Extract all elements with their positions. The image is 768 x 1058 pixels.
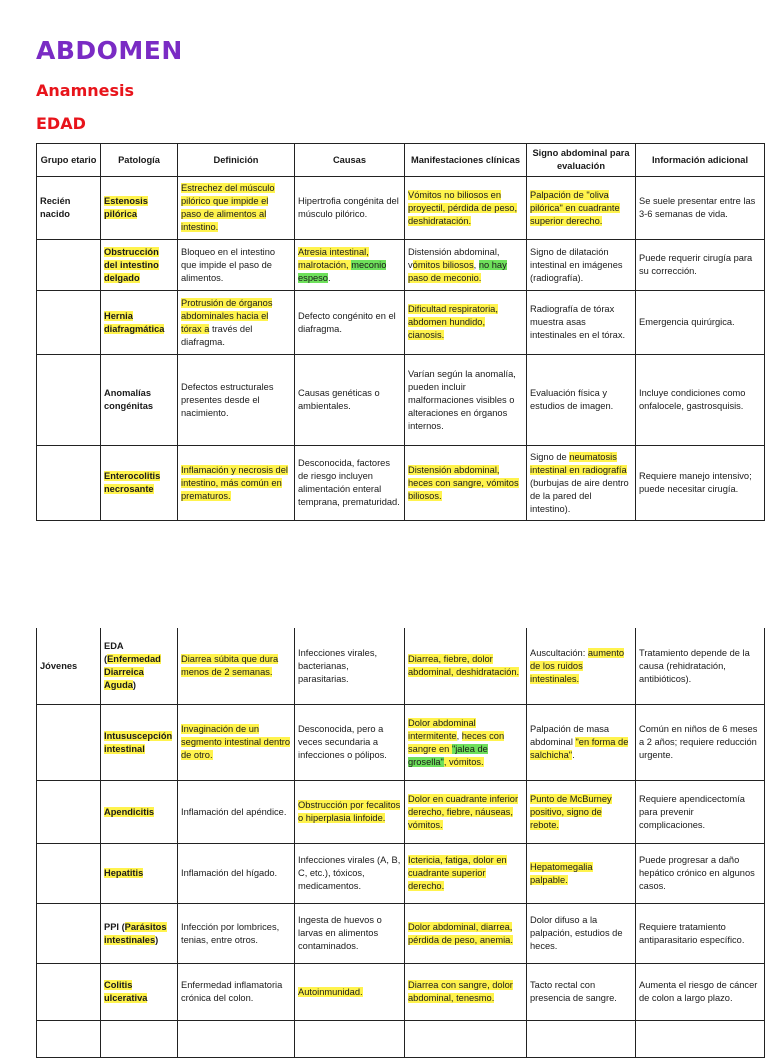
definition-cell: Invaginación de un segmento intestinal dentro de otro. <box>178 705 295 781</box>
definition-cell: Enfermedad inflamatoria crónica del colon. <box>178 964 295 1021</box>
manifestations-cell: Dificultad respiratoria, abdomen hundido, cianosis. <box>405 291 527 355</box>
info-cell: Tratamiento depende de la causa (rehidratación, antibióticos). <box>636 628 765 705</box>
definition-cell: Inflamación del hígado. <box>178 844 295 904</box>
definition-cell: Diarrea súbita que dura menos de 2 semanas. <box>178 628 295 705</box>
table-row <box>37 240 765 291</box>
pathology-cell: PPI (Parásitos intestinales) <box>101 904 178 964</box>
manifestations-cell: Diarrea, fiebre, dolor abdominal, deshidratación. <box>405 628 527 705</box>
group-cell <box>37 1021 101 1058</box>
sign-cell <box>527 1021 636 1058</box>
header-info: Información adicional <box>636 144 765 177</box>
definition-cell: Defectos estructurales presentes desde el nacimiento. <box>178 355 295 446</box>
sign-cell: Palpación de masa abdominal "en forma de salchicha". <box>527 705 636 781</box>
group-cell <box>37 844 101 904</box>
causes-cell: Causas genéticas o ambientales. <box>295 355 405 446</box>
sign-cell: Signo de neumatosis intestinal en radiografía (burbujas de aire dentro de la pared del intestino). <box>527 446 636 521</box>
sign-cell: Signo de dilatación intestinal en imágenes (radiografía). <box>527 240 636 291</box>
table-newborn <box>36 143 765 521</box>
table-row <box>37 844 765 904</box>
causes-cell: Hipertrofia congénita del músculo pilórico. <box>295 177 405 240</box>
table-row <box>37 628 765 705</box>
definition-cell: Bloqueo en el intestino que impide el paso de alimentos. <box>178 240 295 291</box>
group-cell <box>37 964 101 1021</box>
group-cell: Recién nacido <box>37 177 101 240</box>
pathology-cell: Hernia diafragmática <box>101 291 178 355</box>
causes-cell <box>295 1021 405 1058</box>
definition-cell <box>178 1021 295 1058</box>
table-header-row <box>37 144 765 177</box>
manifestations-cell: Varían según la anomalía, pueden incluir malformaciones visibles o alteraciones en órganos internos. <box>405 355 527 446</box>
pathology-cell: Anomalías congénitas <box>101 355 178 446</box>
causes-cell: Infecciones virales, bacterianas, parasitarias. <box>295 628 405 705</box>
manifestations-cell: Dolor abdominal, diarrea, pérdida de peso, anemia. <box>405 904 527 964</box>
info-cell: Emergencia quirúrgica. <box>636 291 765 355</box>
group-cell <box>37 705 101 781</box>
sign-cell: Hepatomegalia palpable. <box>527 844 636 904</box>
manifestations-cell: Ictericia, fatiga, dolor en cuadrante superior derecho. <box>405 844 527 904</box>
sign-cell: Punto de McBurney positivo, signo de rebote. <box>527 781 636 844</box>
table-row <box>37 705 765 781</box>
table-row <box>37 177 765 240</box>
manifestations-cell: Dolor abdominal intermitente, heces con sangre en "jalea de grosella", vómitos. <box>405 705 527 781</box>
sign-cell: Tacto rectal con presencia de sangre. <box>527 964 636 1021</box>
group-cell <box>37 781 101 844</box>
info-cell: Común en niños de 6 meses a 2 años; requiere reducción urgente. <box>636 705 765 781</box>
pathology-cell: Hepatitis <box>101 844 178 904</box>
info-cell: Puede requerir cirugía para su corrección. <box>636 240 765 291</box>
sign-cell: Auscultación: aumento de los ruidos intestinales. <box>527 628 636 705</box>
anamnesis-heading: Anamnesis <box>36 81 135 100</box>
causes-cell: Desconocida, factores de riesgo incluyen alimentación enteral temprana, prematuridad. <box>295 446 405 521</box>
info-cell: Requiere tratamiento antiparasitario específico. <box>636 904 765 964</box>
pathology-cell: Obstrucción del intestino delgado <box>101 240 178 291</box>
group-cell: Jóvenes <box>37 628 101 705</box>
info-cell: Incluye condiciones como onfalocele, gastrosquisis. <box>636 355 765 446</box>
info-cell <box>636 1021 765 1058</box>
causes-cell: Defecto congénito en el diafragma. <box>295 291 405 355</box>
sign-cell: Dolor difuso a la palpación, estudios de heces. <box>527 904 636 964</box>
header-group: Grupo etario <box>37 144 101 177</box>
definition-cell: Inflamación y necrosis del intestino, más común en prematuros. <box>178 446 295 521</box>
table-row <box>37 904 765 964</box>
info-cell: Requiere apendicectomía para prevenir complicaciones. <box>636 781 765 844</box>
pathology-cell: Estenosis pilórica <box>101 177 178 240</box>
sign-cell: Evaluación física y estudios de imagen. <box>527 355 636 446</box>
header-sign: Signo abdominal para evaluación <box>527 144 636 177</box>
edad-heading: EDAD <box>36 114 86 133</box>
pathology-cell: Colitis ulcerativa <box>101 964 178 1021</box>
pathology-cell: Intususcepción intestinal <box>101 705 178 781</box>
table-row <box>37 781 765 844</box>
definition-cell: Infección por lombrices, tenias, entre otros. <box>178 904 295 964</box>
header-causes: Causas <box>295 144 405 177</box>
sign-cell: Palpación de "oliva pilórica" en cuadrante superior derecho. <box>527 177 636 240</box>
group-cell <box>37 291 101 355</box>
table-row <box>37 291 765 355</box>
manifestations-cell: Distensión abdominal, heces con sangre, vómitos biliosos. <box>405 446 527 521</box>
info-cell: Requiere manejo intensivo; puede necesitar cirugía. <box>636 446 765 521</box>
causes-cell: Desconocida, pero a veces secundaria a infecciones o pólipos. <box>295 705 405 781</box>
causes-cell: Atresia intestinal, malrotación, meconio espeso. <box>295 240 405 291</box>
definition-cell: Estrechez del músculo pilórico que impide el paso de alimentos al intestino. <box>178 177 295 240</box>
sign-cell: Radiografía de tórax muestra asas intestinales en el tórax. <box>527 291 636 355</box>
group-cell <box>37 355 101 446</box>
manifestations-cell: Dolor en cuadrante inferior derecho, fiebre, náuseas, vómitos. <box>405 781 527 844</box>
table-row <box>37 355 765 446</box>
pathology-cell: Enterocolitis necrosante <box>101 446 178 521</box>
group-cell <box>37 446 101 521</box>
table-row <box>37 1021 765 1058</box>
manifestations-cell <box>405 1021 527 1058</box>
manifestations-cell: Distensión abdominal, vómitos biliosos, no hay paso de meconio. <box>405 240 527 291</box>
group-cell <box>37 904 101 964</box>
manifestations-cell: Diarrea con sangre, dolor abdominal, tenesmo. <box>405 964 527 1021</box>
table-young <box>36 628 765 1058</box>
header-definition: Definición <box>178 144 295 177</box>
causes-cell: Autoinmunidad. <box>295 964 405 1021</box>
header-pathology: Patología <box>101 144 178 177</box>
pathology-cell: Apendicitis <box>101 781 178 844</box>
info-cell: Puede progresar a daño hepático crónico en algunos casos. <box>636 844 765 904</box>
pathology-cell <box>101 1021 178 1058</box>
pathology-cell: EDA (Enfermedad Diarreica Aguda) <box>101 628 178 705</box>
manifestations-cell: Vómitos no biliosos en proyectil, pérdida de peso, deshidratación. <box>405 177 527 240</box>
info-cell: Aumenta el riesgo de cáncer de colon a largo plazo. <box>636 964 765 1021</box>
definition-cell: Inflamación del apéndice. <box>178 781 295 844</box>
page-title: ABDOMEN <box>36 36 183 65</box>
causes-cell: Obstrucción por fecalitos o hiperplasia linfoide. <box>295 781 405 844</box>
header-manifestations: Manifestaciones clínicas <box>405 144 527 177</box>
causes-cell: Ingesta de huevos o larvas en alimentos contaminados. <box>295 904 405 964</box>
causes-cell: Infecciones virales (A, B, C, etc.), tóxicos, medicamentos. <box>295 844 405 904</box>
definition-cell: Protrusión de órganos abdominales hacia el tórax a través del diafragma. <box>178 291 295 355</box>
info-cell: Se suele presentar entre las 3-6 semanas de vida. <box>636 177 765 240</box>
group-cell <box>37 240 101 291</box>
table-row <box>37 964 765 1021</box>
table-row <box>37 446 765 521</box>
